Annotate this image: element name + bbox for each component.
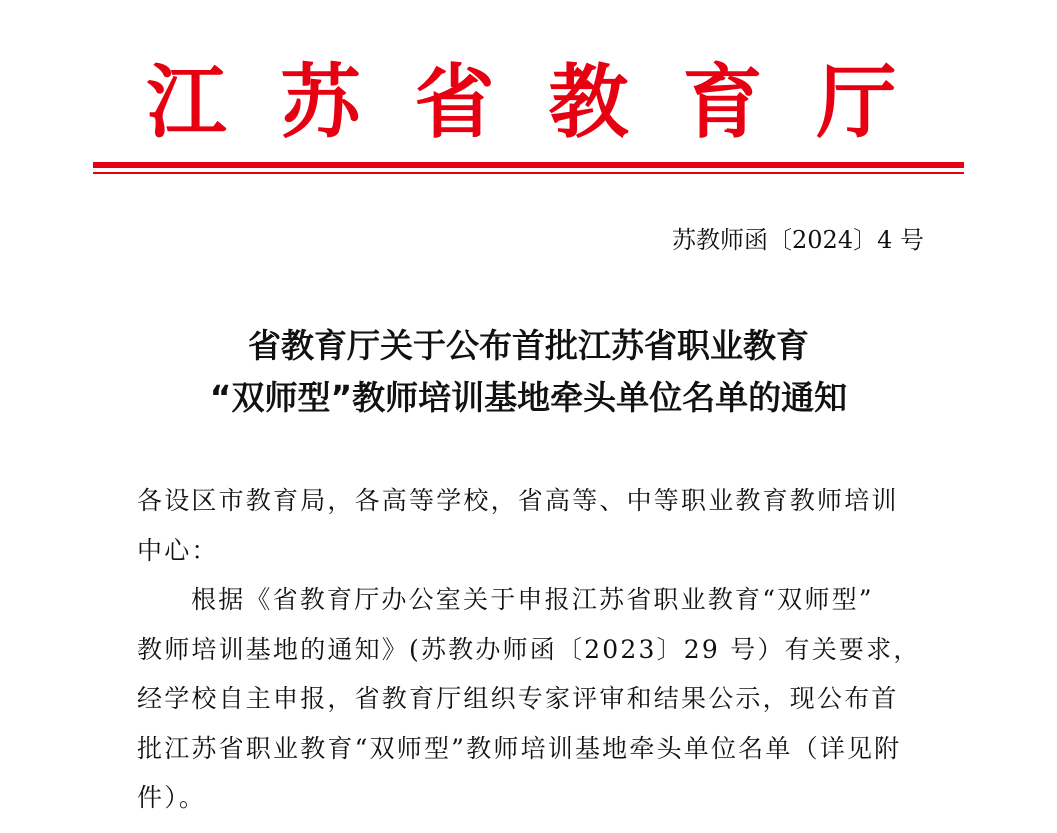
notice-body: [137, 476, 927, 823]
body-line-2: 教师培训基地的通知》(苏教办师函〔2023〕29 号）有关要求，: [137, 634, 921, 664]
document-number: 苏教师函〔2024〕4 号: [672, 226, 924, 254]
body-line-3: 经学校自主申报，省教育厅组织专家评审和结果公示，现公布首: [137, 684, 899, 713]
agency-masthead: 江苏省教育厅: [146, 55, 951, 149]
notice-title-line-1: 省教育厅关于公布首批江苏省职业教育: [248, 326, 809, 365]
notice-title-line-2: “双师型”教师培训基地牵头单位名单的通知: [209, 378, 848, 417]
body-line-5: 件）。: [137, 783, 207, 812]
notice-title: [0, 320, 1057, 424]
addressee-line-1: 各设区市教育局，各高等学校，省高等、中等职业教育教师培训: [137, 486, 899, 515]
body-line-4: 批江苏省职业教育“双师型”教师培训基地牵头单位名单（详见附: [137, 733, 902, 763]
body-line-1: 根据《省教育厅办公室关于申报江苏省职业教育“双师型”: [191, 585, 874, 614]
addressee-line-2: 中心：: [137, 535, 219, 565]
masthead-thick-rule: [93, 162, 964, 168]
masthead-thin-rule: [93, 172, 964, 174]
